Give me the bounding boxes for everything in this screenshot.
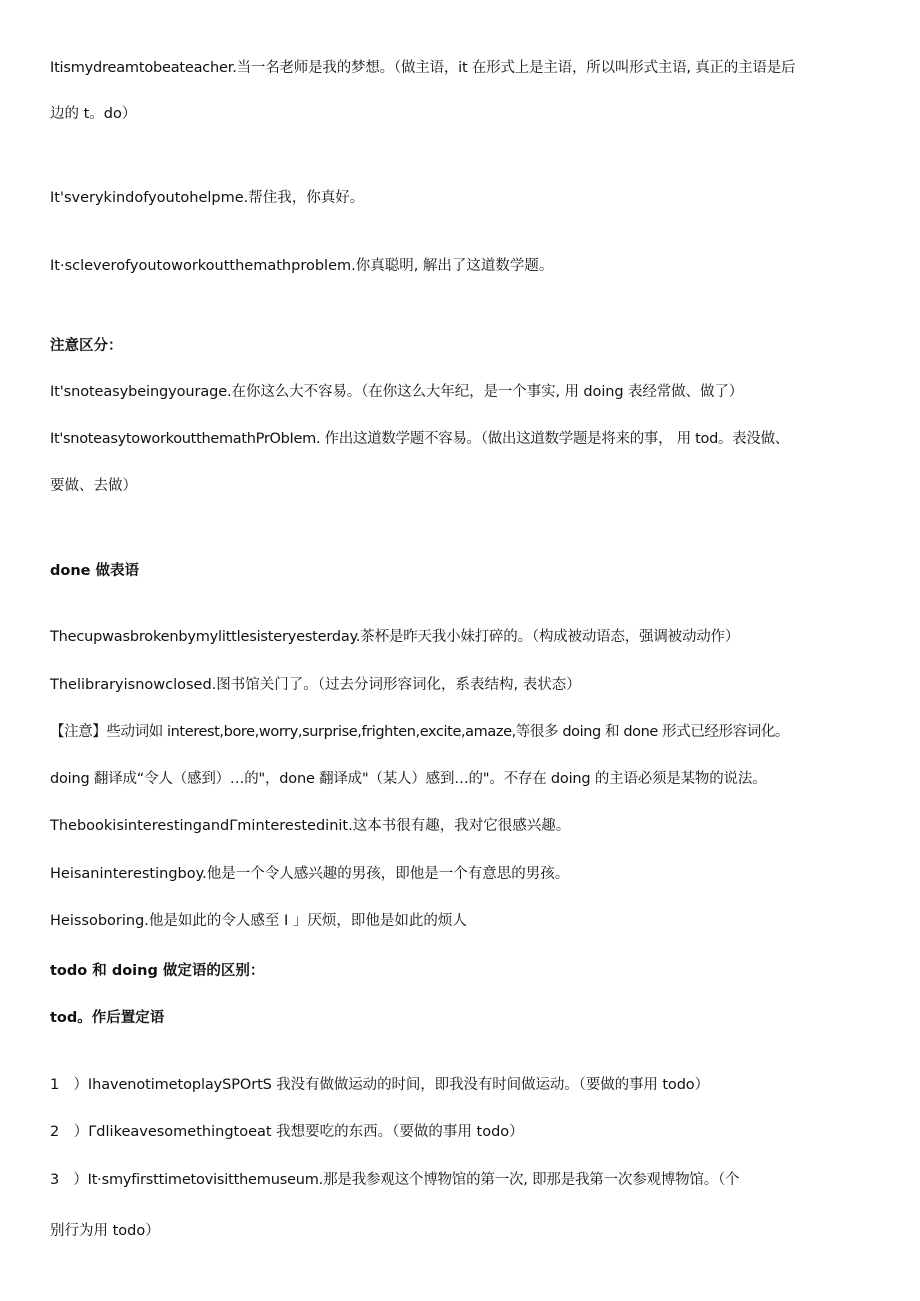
- text-line: Heisaninterestingboy.他是一个令人感兴趣的男孩，即他是一个有意思的男孩。: [50, 866, 570, 882]
- text-line: Thecupwasbrokenbymylittlesisteryesterday.茶杯是昨天我小妹打碎的。（构成被动语态，强调被动动作）: [50, 629, 740, 645]
- text-line: Itismydreamtobeateacher.当一名老师是我的梦想。（做主语，it 在形式上是主语，所以叫形式主语, 真正的主语是后: [50, 60, 796, 76]
- text-line: 别行为用 todo）: [50, 1223, 160, 1239]
- text-line: Heissoboring.他是如此的令人感至 I 」厌烦，即他是如此的烦人: [50, 913, 467, 929]
- section-heading: 注意区分：: [50, 338, 123, 354]
- list-item: 1 ）IhavenotimetoplaySPOrtS 我没有做做运动的时间，即我没有时间做运动。（要做的事用 todo）: [50, 1077, 709, 1093]
- text-line: It'sverykindofyoutohelpme.帮住我，你真好。: [50, 190, 365, 206]
- section-heading: tod。作后置定语: [50, 1010, 165, 1026]
- list-item: 2 ）Γdlikeavesomethingtoeat 我想要吃的东西。（要做的事用 todo）: [50, 1124, 524, 1140]
- text-line: 要做、去做）: [50, 478, 137, 494]
- text-line: doing 翻译成“令人（感到）…的"，done 翻译成"（某人）感到…的"。不存在 doing 的主语必须是某物的说法。: [50, 771, 767, 787]
- text-line: It·scleverofyoutoworkoutthemathproblem.你真聪明, 解出了这道数学题。: [50, 258, 554, 274]
- section-heading: todo 和 doing 做定语的区别：: [50, 963, 265, 979]
- list-item: 3 ）It·smyfirsttimetovisitthemuseum.那是我参观这个博物馆的第一次, 即那是我第一次参观博物馆。（个: [50, 1172, 740, 1188]
- text-line: It'snoteasybeingyourage.在你这么大不容易。（在你这么大年纪，是一个事实, 用 doing 表经常做、做了）: [50, 384, 744, 400]
- text-line: Thelibraryisnowclosed.图书馆关门了。（过去分词形容词化，系表结构, 表状态）: [50, 677, 581, 693]
- text-line: It'snoteasytoworkoutthemathPrObIem. 作出这道数学题不容易。（做出这道数学题是将来的事， 用 tod。表没做、: [50, 431, 789, 447]
- text-line: ThebookisinterestingandΓminterestedinit.这本书很有趣，我对它很感兴趣。: [50, 818, 571, 834]
- text-line: 边的 t。do）: [50, 106, 137, 122]
- section-heading: done 做表语: [50, 563, 140, 579]
- text-line: 【注意】些动词如 interest,bore,worry,surprise,frighten,excite,amaze,等很多 doing 和 done 形式已经形容词化。: [50, 724, 790, 740]
